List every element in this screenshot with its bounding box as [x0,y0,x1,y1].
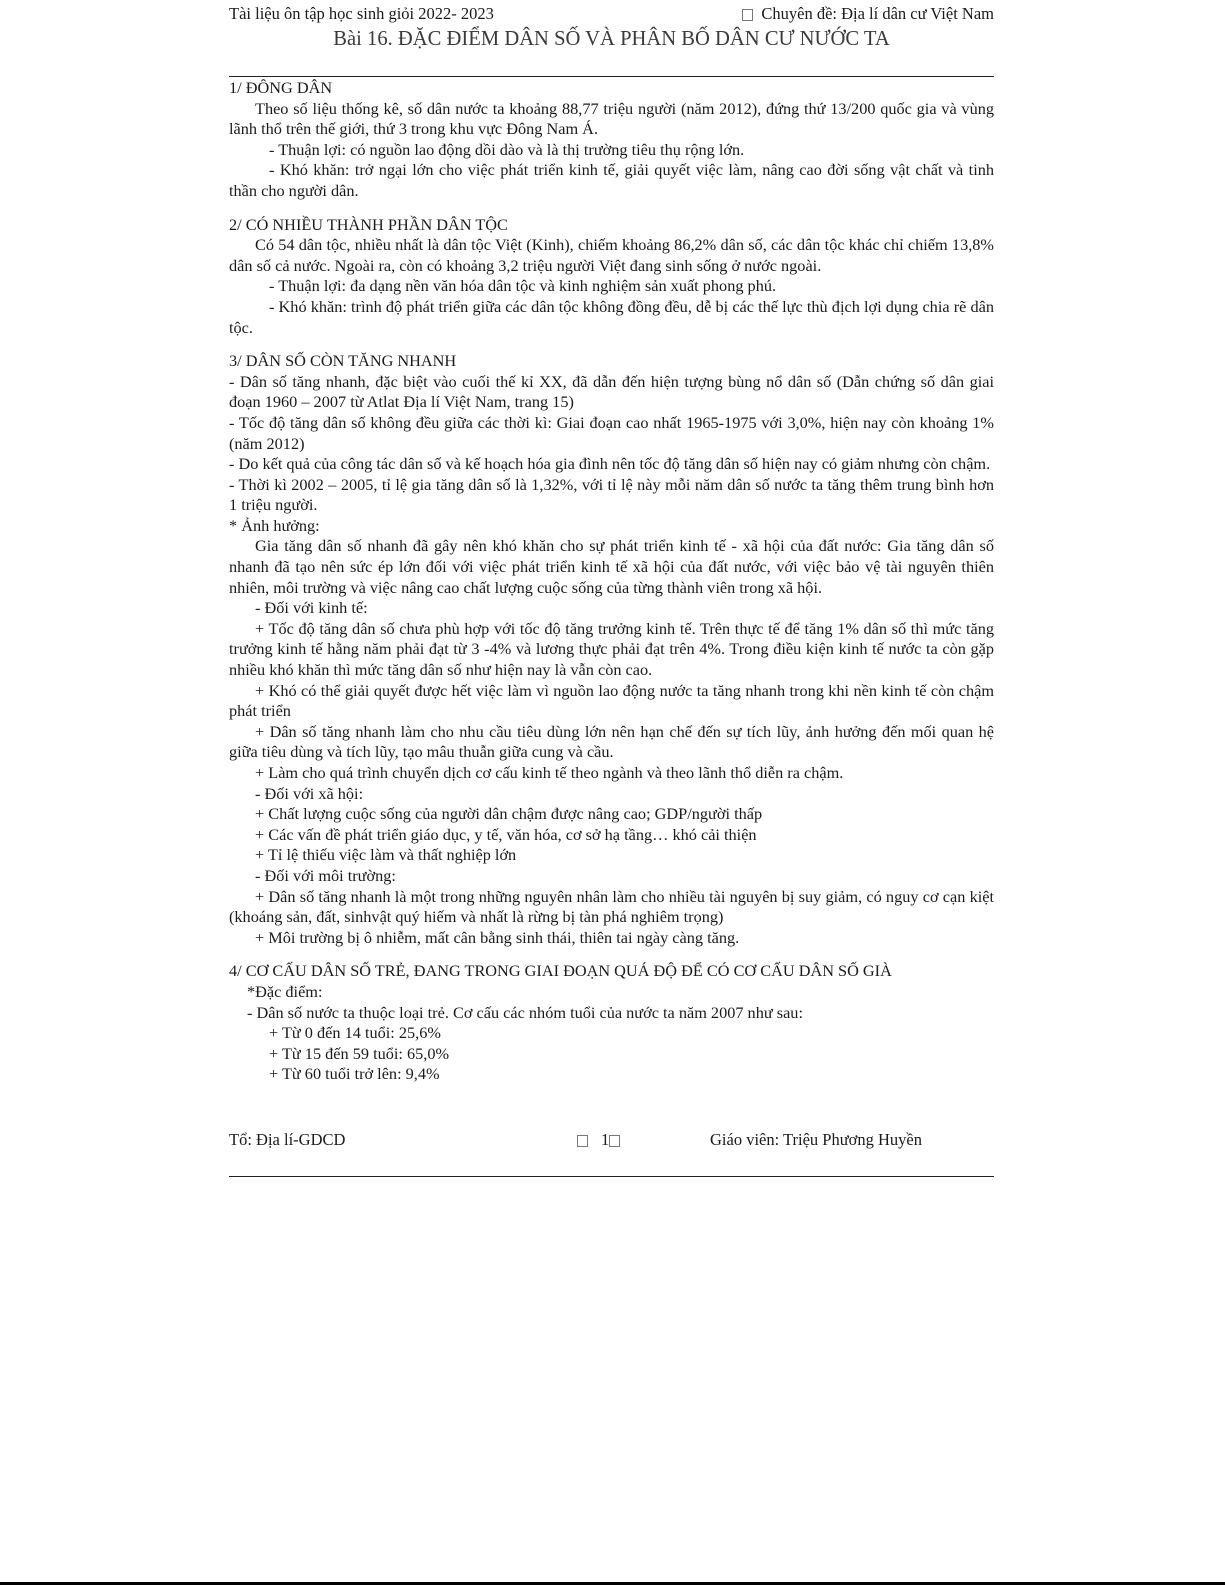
section-heading: 2/ CÓ NHIỀU THÀNH PHẦN DÂN TỘC [229,214,508,234]
paragraph: + Từ 0 đến 14 tuổi: 25,6% [269,1023,441,1043]
paragraph: + Tỉ lệ thiếu việc làm và thất nghiệp lớn [255,845,517,865]
paragraph: + Dân số tăng nhanh làm cho nhu cầu tiêu dùng lớn nên hạn chế đến sự tích lũy, ảnh hưởng đến mối quan hệ giữa tiêu dùng và tích lũy, tạo mâu thuẫn giữa cung và cầu. [229,721,994,762]
section-heading: 3/ DÂN SỐ CÒN TĂNG NHANH [229,351,457,371]
paragraph: - Thời kì 2002 – 2005, tỉ lệ gia tăng dân số là 1,32%, với tỉ lệ này mỗi năm dân số nước ta tăng thêm trung bình hơn 1 triệu người. [229,474,994,515]
paragraph: + Chất lượng cuộc sống của người dân chậm được nâng cao; GDP/người thấp [255,804,763,824]
section-gap [229,948,994,961]
paragraph: + Dân số tăng nhanh là một trong những nguyên nhân làm cho nhiều tài nguyên bị suy giảm, có nguy cơ cạn kiệt (khoáng sản, đất, sinhvật quý hiếm và nhất là rừng bị tàn phá nghiêm trọng) [229,886,994,927]
paragraph: + Các vấn đề phát triển giáo dục, y tế, văn hóa, cơ sở hạ tầng… khó cải thiện [255,824,757,844]
paragraph: - Đối với kinh tế: [255,598,368,618]
checkbox-icon [609,1135,620,1147]
section-heading: 1/ ĐÔNG DÂN [229,78,333,97]
page-number: 1 [601,1130,610,1149]
checkbox-icon [742,9,753,21]
section-heading: 4/ CƠ CẤU DÂN SỐ TRẺ, ĐANG TRONG GIAI ĐOẠN QUÁ ĐỘ ĐỂ CÓ CƠ CẤU DÂN SỐ GIÀ [229,961,892,981]
footer-right: Giáo viên: Triệu Phương Huyền [710,1130,923,1149]
paragraph: + Làm cho quá trình chuyển dịch cơ cấu kinh tế theo ngành và theo lãnh thổ diễn ra chậm. [255,763,844,782]
paragraph: - Khó khăn: trình độ phát triển giữa các dân tộc không đồng đều, dễ bị các thế lực thù địch lợi dụng chia rẽ dân tộc. [229,296,994,337]
paragraph: + Từ 15 đến 59 tuổi: 65,0% [269,1043,450,1063]
paragraph: - Đối với xã hội: [255,783,364,803]
document-title: Bài 16. ĐẶC ĐIỂM DÂN SỐ VÀ PHÂN BỐ DÂN CƯ NƯỚC TA [333,28,890,50]
paragraph: - Khó khăn: trở ngại lớn cho việc phát triển kinh tế, giải quyết việc làm, nâng cao đời sống vật chất và tinh thần cho người dân. [229,160,994,200]
footer-left: Tổ: Địa lí-GDCD [229,1130,346,1149]
page-header [229,4,994,26]
section-gap [229,202,994,215]
paragraph: * Ảnh hưởng: [229,515,320,535]
paragraph: - Đối với môi trường: [255,865,396,885]
document-body [229,78,994,1085]
page-footer [229,1130,994,1152]
paragraph: + Tốc độ tăng dân số chưa phù hợp với tốc độ tăng trưởng kinh tế. Trên thực tế để tăng 1% dân số thì mức tăng trưởng kinh tế hằng năm phải đạt từ 3 -4% và lương thực phải đạt trên 4%. Trong điều kiện kinh tế nước ta còn gặp nhiều khó khăn thì mức tăng dân số như hiện nay là vẫn còn cao. [229,618,994,680]
header-right [742,4,994,25]
footer-page [577,1130,620,1151]
paragraph: Có 54 dân tộc, nhiều nhất là dân tộc Việt (Kinh), chiếm khoảng 86,2% dân số, các dân tộc khác chỉ chiếm 13,8% dân số cả nước. Ngoài ra, còn có khoảng 3,2 triệu người Việt đang sinh sống ở nước ngoài. [229,235,994,275]
paragraph: + Khó có thể giải quyết được hết việc làm vì nguồn lao động nước ta tăng nhanh trong khi nền kinh tế còn chậm phát triển [229,680,994,721]
paragraph: Gia tăng dân số nhanh đã gây nên khó khăn cho sự phát triển kinh tế - xã hội của đất nước: Gia tăng dân số nhanh đã tạo nên sức ép lớn đối với việc phát triển kinh tế xã hội của đất nước, với việc bảo vệ tài nguyên thiên nhiên, môi trường và việc nâng cao chất lượng cuộc sống của từng thành viên trong xã hội. [229,536,994,597]
paragraph: - Dân số nước ta thuộc loại trẻ. Cơ cấu các nhóm tuổi của nước ta năm 2007 như sau: [247,1002,803,1022]
section-gap [229,338,994,351]
header-rule [229,76,994,77]
checkbox-icon [577,1135,588,1147]
paragraph: + Từ 60 tuổi trở lên: 9,4% [269,1064,440,1084]
paragraph: - Dân số tăng nhanh, đặc biệt vào cuối thế kỉ XX, đã dẫn đến hiện tượng bùng nổ dân số (Dẫn chứng số dân giai đoạn 1960 – 2007 từ Atlat Địa lí Việt Nam, trang 15) [229,371,994,412]
paragraph: + Môi trường bị ô nhiễm, mất cân bằng sinh thái, thiên tai ngày càng tăng. [255,927,740,947]
paragraph: *Đặc điểm: [247,981,323,1001]
footer-rule [229,1176,994,1177]
paragraph: Theo số liệu thống kê, số dân nước ta khoảng 88,77 triệu người (năm 2012), đứng thứ 13/200 quốc gia và vùng lãnh thổ trên thế giới, thứ 3 trong khu vực Đông Nam Á. [229,98,994,139]
paragraph: - Thuận lợi: có nguồn lao động dồi dào và là thị trường tiêu thụ rộng lớn. [269,139,745,159]
header-left: Tài liệu ôn tập học sinh giỏi 2022- 2023 [229,4,494,23]
paragraph: - Tốc độ tăng dân số không đều giữa các thời kì: Giai đoạn cao nhất 1965-1975 với 3,0%, hiện nay còn khoảng 1% (năm 2012) [229,412,994,453]
header-right-text: Chuyên đề: Địa lí dân cư Việt Nam [761,4,994,23]
paragraph: - Thuận lợi: đa dạng nền văn hóa dân tộc và kinh nghiệm sản xuất phong phú. [269,276,777,296]
paragraph: - Do kết quả của công tác dân số và kế hoạch hóa gia đình nên tốc độ tăng dân số hiện nay có giảm nhưng còn chậm. [229,454,991,474]
